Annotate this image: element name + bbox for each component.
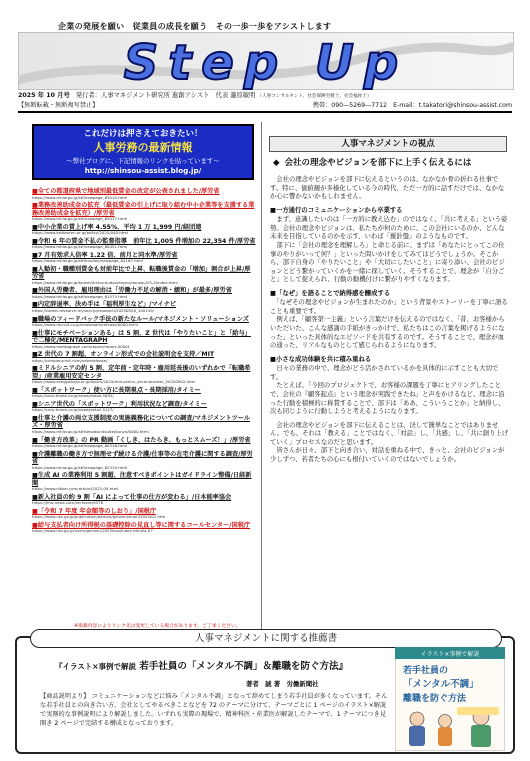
news-item <box>32 252 256 264</box>
news-url[interactable]: https://www.mhlw.go.jp/stf/houdou/newpage_62167.html <box>32 259 143 264</box>
article-title-text: 会社の理念やビジョンを部下に上手く伝えるには <box>284 158 472 168</box>
news-item <box>32 387 256 399</box>
publisher-sub: （人事コンサルタント、社会保険労務士、社会福祉士） <box>257 94 372 99</box>
blog-promo-box[interactable] <box>32 124 254 180</box>
news-url[interactable]: https://corp.timee.co.jp/news/detail-5092/ <box>32 394 114 399</box>
news-url[interactable]: https://www.mhlw.go.jp/stf/seisakunitsuite/bunya/0000.html <box>32 430 149 435</box>
newsletter-banner <box>18 32 514 90</box>
issue-line <box>18 92 512 100</box>
news-item <box>32 472 256 492</box>
news-title-link[interactable]: ■全ての都道府県で地域別最低賃金の改定が公表されました/厚労省 <box>32 188 220 195</box>
news-url[interactable]: https://www.mhlw.go.jp/stf/newpage_63017.html <box>32 217 128 222</box>
news-url[interactable]: https://jma-news.com/archives/9578 <box>32 501 104 506</box>
news-url[interactable]: https://www.mhlw.go.jp/stf/newpage_62319.html <box>32 465 128 470</box>
news-title-link[interactable]: ■外国人労働者、雇用理由は「労働力不足の解消・緩和」が最多/厚労省 <box>32 287 232 295</box>
article-subheading: ■「なぜ」を語ることで納得感を醸成する <box>270 289 391 297</box>
header-rule <box>18 111 512 113</box>
sub-line <box>18 102 512 110</box>
news-url[interactable]: https://www.keidanren.or.jp/policy/2025/040.html <box>32 231 129 236</box>
news-url[interactable]: https://www.mhlw.go.jp/stf/newpage_63010.html <box>32 195 128 200</box>
cover-kicker: イラスト×事例で解説 <box>420 651 480 658</box>
book-title-prefix: 『イラスト×事例で解説 <box>55 662 137 671</box>
news-url[interactable]: https://www.mhlw.go.jp/toukei/itiran/roudou/koyou/doukou/25-2/index.html <box>32 280 178 285</box>
news-url[interactable]: https://corp.timee.co.jp/news/detail-5127/ <box>32 408 114 413</box>
book-author: 著者 誠 著 労働新聞社 <box>246 680 319 688</box>
promo-line1: これだけは押さえておきたい！ <box>83 129 203 139</box>
article-body <box>270 176 510 469</box>
news-url[interactable]: https://www.nta.go.jp/publication/pamph/gensen/shiori/2025/01.htm <box>32 515 166 520</box>
news-url[interactable]: https://career-research.mynavi.jp/research/20250926_100149/ <box>32 309 155 314</box>
cover-title-3: 離職を防ぐ方法 <box>403 694 467 704</box>
news-title-link[interactable]: ■介護離職の働き方で無理せず続ける介護/仕事等の在宅介護に関する調査/厚労省 <box>32 450 253 466</box>
book-title-main: 若手社員の「メンタル不調」＆離職を防ぐ方法』 <box>139 661 348 672</box>
news-title-link[interactable]: ■令和 6 年の賃金不払の監督指導 前年比 1,005 件増加の 22,354 件/厚労省 <box>32 237 256 245</box>
news-title-link[interactable]: ■ミドルシニアの約 5 割、定年前・定年時・雇用延長後のいずれかで「転職希望」/産業雇用安定センタ <box>32 365 251 380</box>
cover-title-1: 若手社員の <box>403 666 449 676</box>
news-title-link[interactable]: ■Z 世代の 7 割超、オンライン形式での会社説明会を支持／MIT <box>32 351 215 359</box>
news-item <box>32 365 256 385</box>
news-title-link[interactable]: ■職場のフィードバック手法の新たなルール/マネジメント・ソリューションズ <box>32 315 249 323</box>
news-url[interactable]: https://www.mhlw.go.jp/stf/newpage_60316.html <box>32 444 128 449</box>
book-description: 【商品説明より】 コミュニケーションなどに悩み「メンタル不調」となって辞めてしまう若手社員が多くなっています。そんな若手社員との向き合い方、会社としてやるべきことなどを 72 のテーマに分けて、テーマごとに 1 ページのイラスト×解説で実務的な事例説明により解説しました。いずれも実際の現場で、精神科医・産業医が解説したテーマで、1 テーマにつき見開き 2 ページで完結する構成となっております。 <box>40 693 388 727</box>
promo-line2: 人事労務の最新情報 <box>93 140 193 154</box>
news-item <box>32 451 256 471</box>
contact-info: 携帯：090—5269—7712 E-mail：t.takatori@shinsou-assist.com <box>312 102 512 109</box>
news-item <box>32 287 256 299</box>
news-url[interactable]: https://www.mentagraph.com/report/report-00001 <box>32 344 131 349</box>
news-note: ※掲載内容によりリンク先は変更している場合があります。ご了承ください。 <box>74 624 241 629</box>
news-title-link[interactable]: ■内定辞退率、決め手は「福利厚生など」/マイナビ <box>32 301 177 309</box>
news-url[interactable]: https://www.mhlw.go.jp/stf/newpage_61574.html <box>32 294 128 299</box>
news-item <box>32 188 256 200</box>
news-title-link[interactable]: ■新入社員の約 9 割「AI によって仕事の仕方が変わる」/日本能率協会 <box>32 493 232 501</box>
promo-line3: ～弊社ブログに、下記情報のリンクを貼っています～ <box>66 157 220 166</box>
news-item <box>32 316 256 328</box>
article-subheading: ■小さな成功体験を共に積み重ねる <box>270 355 372 363</box>
news-item <box>32 508 256 520</box>
column-header: 人事マネジメントの視点 <box>269 136 507 152</box>
news-title-link[interactable]: ■業務改善助成金の拡充（最低賃金の引上げに取り組む中小企業等を支援する業務改善助成金を拡充）/厚労省 <box>32 202 255 217</box>
news-item <box>32 330 256 350</box>
news-item <box>32 266 256 286</box>
news-item <box>32 522 256 534</box>
book-banner: 人事マネジメントに関する推薦書 <box>30 629 502 648</box>
publisher: 発行者：人事マネジメント研究所 進創アシスト 代表 瀧原敏明 <box>75 92 256 99</box>
book-title <box>55 661 348 673</box>
news-title-link[interactable]: ■シニア世代の「スポットワーク」利用状況など調査/タイミー <box>32 400 208 408</box>
book-cover-image <box>395 647 505 751</box>
news-title-link[interactable]: ■人勧初・職種別賃金も対前年比で上昇、転職後賃金の「増加」割合が上昇/厚労省 <box>32 265 251 281</box>
article-paragraph: まず、意識したいのは「一方的に教え込む」のではなく、「共に考える」という姿勢。会社の理念やビジョンは、私たちが何のために、この会社にいるのか、どんな未来を目指しているのかを示す、いわば「羅針盤」のようなものです。 部下に「会社の理念を理解しろ」と命じる前に、まずは「あなたにとってこの仕事のやりがいって何？」といった問いかけをしてみてはどうでしょうか。そこから、部下自身の「やりたいこと」や「大切にしたいこと」に寄り添い、会社のビジョンとどう繋がっていくかを一緒に探していく。そうすることで、理念が「自分ごと」として捉えられ、行動の動機付けに繋がりやすくなります。 <box>270 216 508 284</box>
news-title-link[interactable]: ■給与支払者向け所得税の基礎控除の見直し等に関するコールセンター/国税庁 <box>32 521 251 529</box>
news-item <box>32 202 256 222</box>
article-title <box>273 158 509 169</box>
cover-title-2: 「メンタル不調」 <box>403 679 479 690</box>
news-url[interactable]: https://www.sangyokoyo.or.jp/topics/2025/mid-senior_secondcareer_20250902.html <box>32 380 196 385</box>
news-title-link[interactable]: ■仕事と介護の両立支援制度の実施義務化についての調査/マネジメントツールズ・厚労省 <box>32 414 251 430</box>
news-item <box>32 415 256 435</box>
news-title-link[interactable]: ■7 月有効求人倍率 1.22 倍、前月と同水準/厚労省 <box>32 251 178 259</box>
news-title-link[interactable]: ■生成 AI の業務利用 5 割超、注意すべきポイントはガイドライン整備/日経新聞 <box>32 472 252 487</box>
issue-date: 2025 年 10 月号 <box>18 92 70 99</box>
diamond-bullet-icon: ◆ <box>273 158 280 168</box>
article-paragraph: 会社の理念やビジョンを部下に伝えるというのは、なかなか骨の折れる仕事です。特に、価値観が多様化している今の時代、ただ一方的に話すだけでは、なかなか心に響かないかもしれません。 <box>270 176 505 201</box>
news-item <box>32 351 256 363</box>
news-url[interactable]: https://www.recruit.co.jp/newsroom/release/0000.html <box>32 323 138 328</box>
news-title-link[interactable]: ■「令和 7 年度 年金額等のしおり」/国税庁 <box>32 507 157 515</box>
news-item <box>32 437 256 449</box>
column-divider <box>261 122 262 630</box>
article-paragraph: 「なぜその理念やビジョンが生まれたのか」という背景やストーリーを丁寧に語ることも重要です。 例えば、「顧客第一主義」という言葉だけを伝えるのではなく、「昔、お客様からいただいた、こんな感謝の手紙がきっかけで、私たちはこの言葉を掲げるようになった」といった具体的なエピソードを共有するのです。そうすることで、理念が血の通った、リアルなものとして感じられるようになります。 <box>270 299 508 350</box>
tagline: 企業の発展を願い 従業員の成長を願う その一歩一歩をアシストします <box>58 22 332 31</box>
news-title-link[interactable]: ■中小企業の賃上げ率 4.55%、平均 1 万 1,999 円/経団連 <box>32 223 202 231</box>
news-title-link[interactable]: ■仕事にモチベーションある」は 5 割、Z 世代は「やりたいこと」と「給与」で二極化/MENTAGRAPH <box>32 329 251 345</box>
copy-notice: 【無断転載・無断複写禁止】 <box>18 102 99 109</box>
news-item <box>32 238 256 250</box>
article-subheading: ■一方通行のコミュニケーションから卒業する <box>270 206 403 214</box>
news-url[interactable]: https://www.mhlw.go.jp/stf/newpage_60451.html <box>32 245 128 250</box>
news-url[interactable]: https://www.nta.go.jp/users/gensen/2025kiso/index.htm#a-07 <box>32 529 153 534</box>
article-paragraph: 会社の理念やビジョンを部下に伝えることは、決して簡単なことではありません。でも、それは「教える」ことではなく、「対話」し、「共感」し、「共に創り上げていく」プロセスなのだと思います。 皆さんが日々、部下と向き合い、対話を重ねる中で、きっと、会社のビジョンが少しずつ、若者たちの心にも根付いていくのではないでしょうか。 <box>270 421 509 463</box>
news-title-link[interactable]: ■「スポットワーク」使い方に長期視点・長期採用/タイミー <box>32 386 201 394</box>
news-url[interactable]: https://www.nikkei.com/article/2025-09.html <box>32 487 119 492</box>
news-item <box>32 301 256 313</box>
news-item <box>32 401 256 413</box>
news-url[interactable]: https://company.mit.com/newsrelease/ <box>32 358 108 363</box>
news-item <box>32 224 256 236</box>
news-title-link[interactable]: ■「働き方改革」の PR 動画「くしき、はたらき、もっとスムーズ！」/厚労省 <box>32 436 251 444</box>
article-paragraph: 日々の業務の中で、理念がどう活かされているかを具体的に示すことも大切です。 たとえば、「今回のプロジェクトで、お客様の課題を丁寧にヒアリングしたことで、会社の『顧客起点』という理念が実践できたね」と声をかけるなど、理念に沿った行動を積極的に称賛することで、部下は「ああ、こういうことか」と納得し、次も同じように行動しようと考えるようになります。 <box>270 365 505 416</box>
blog-url-link[interactable]: http://shinsou-assist.blog.jp/ <box>84 166 202 176</box>
news-item <box>32 494 256 506</box>
banner-title: Step Up <box>123 35 409 90</box>
news-list <box>32 188 256 536</box>
